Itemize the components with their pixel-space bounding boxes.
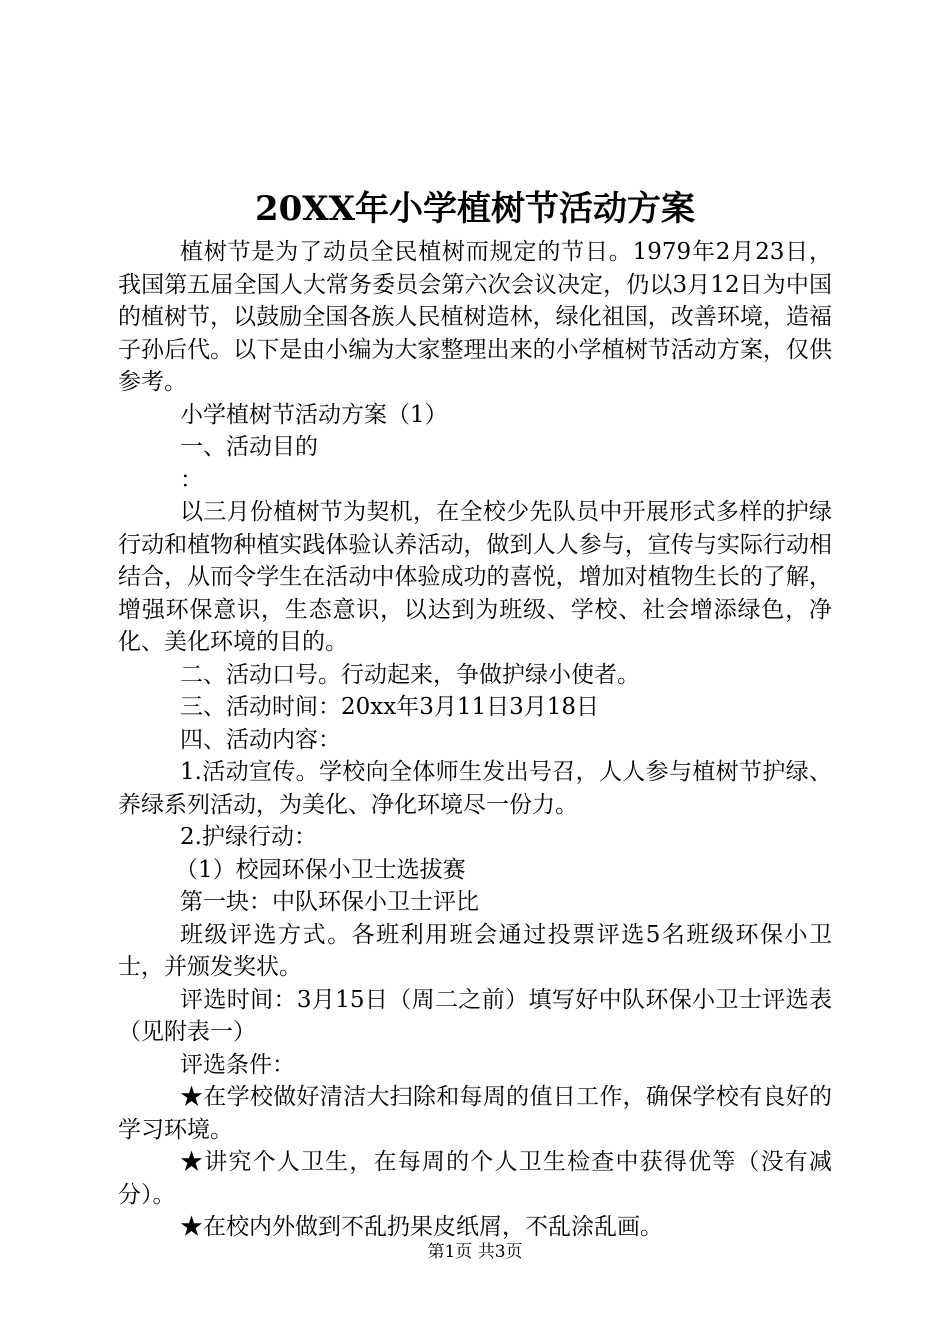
document-title: 20XX年小学植树节活动方案: [254, 189, 696, 229]
paragraph-plan-heading: 小学植树节活动方案（1）: [180, 401, 448, 428]
paragraph-section-1: 一、活动目的: [180, 434, 318, 460]
paragraph-subitem-1: （1）校园环保小卫士选拔赛: [175, 856, 466, 883]
paragraph-section-4: 四、活动内容：: [180, 726, 341, 753]
paragraph-method: 班级评选方式。各班利用班会通过投票评选5名班级环保小卫士，并颁发奖状。: [118, 921, 832, 980]
paragraph-section-2: 二、活动口号。行动起来，争做护绿小使者。: [180, 661, 640, 688]
document-body: [118, 236, 832, 1244]
paragraph-time: 评选时间：3月15日（周二之前）填写好中队环保小卫士评选表（见附表一）: [118, 986, 832, 1045]
paragraph-item-1: 1.活动宣传。学校向全体师生发出号召，人人参与植树节护绿、养绿系列活动，为美化、净化环境尽一份力。: [118, 759, 832, 818]
paragraph-purpose: 以三月份植树节为契机，在全校少先队员中开展形式多样的护绿行动和植物种植实践体验认养活动，做到人人参与，宣传与实际行动相结合，从而令学生在活动中体验成功的喜悦，增加对植物生长的了解，增强环保意识，生态意识，以达到为班级、学校、社会增添绿色，净化、美化环境的目的。: [118, 499, 832, 655]
paragraph-criterion-2: ★讲究个人卫生，在每周的个人卫生检查中获得优等（没有减分）。: [118, 1149, 832, 1208]
paragraph-section-3: 三、活动时间：20xx年3月11日3月18日: [180, 694, 600, 720]
paragraph-criterion-3: ★在校内外做到不乱扔果皮纸屑，不乱涂乱画。: [180, 1214, 663, 1240]
paragraph-colon: ：: [180, 466, 203, 493]
paragraph-criterion-1: ★在学校做好清洁大扫除和每周的值日工作，确保学校有良好的学习环境。: [118, 1084, 832, 1143]
paragraph-criteria: 评选条件：: [180, 1051, 295, 1078]
paragraph-block-1: 第一块：中队环保小卫士评比: [180, 889, 479, 915]
paragraph-item-2: 2.护绿行动：: [180, 824, 317, 850]
page-footer: 第1页 共3页: [427, 1242, 523, 1262]
paragraph-intro: 植树节是为了动员全民植树而规定的节日。1979年2月23日，我国第五届全国人大常务委员会第六次会议决定，仍以3月12日为中国的植树节，以鼓励全国各族人民植树造林，绿化祖国，改善环境，造福子孙后代。以下是由小编为大家整理出来的小学植树节活动方案，仅供参考。: [118, 239, 832, 395]
